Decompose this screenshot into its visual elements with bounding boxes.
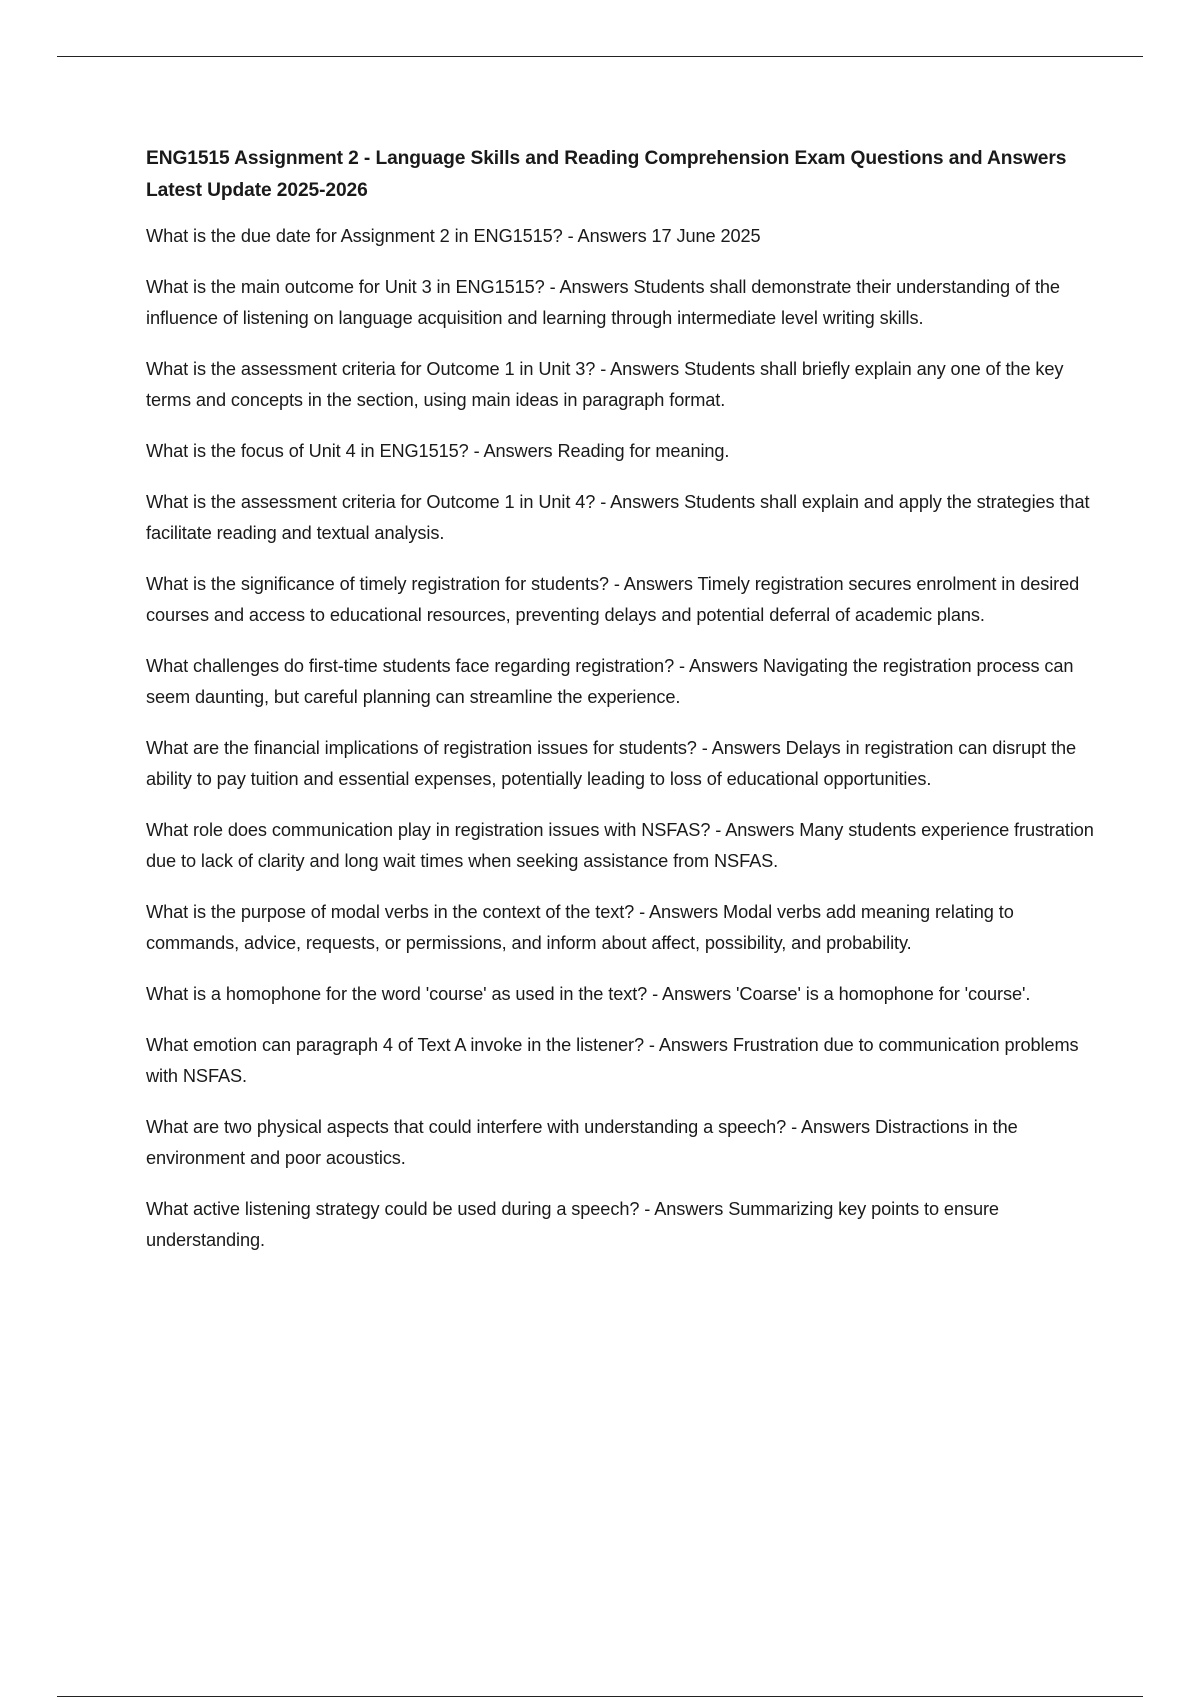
qa-item: What is the assessment criteria for Outcome 1 in Unit 4? - Answers Students shall explain and apply the strategies that facilitate reading and textual analysis. — [146, 492, 1090, 543]
qa-item: What is the due date for Assignment 2 in ENG1515? - Answers 17 June 2025 — [146, 226, 761, 246]
document-body — [146, 143, 1096, 1276]
qa-item: What is the assessment criteria for Outcome 1 in Unit 3? - Answers Students shall briefly explain any one of the key terms and concepts in the section, using main ideas in paragraph format. — [146, 359, 1064, 410]
qa-item: What is a homophone for the word 'course' as used in the text? - Answers 'Coarse' is a homophone for 'course'. — [146, 984, 1031, 1004]
qa-item: What is the purpose of modal verbs in the context of the text? - Answers Modal verbs add meaning relating to commands, advice, requests, or permissions, and inform about affect, possibility, and probability. — [146, 902, 1014, 953]
qa-item: What are the financial implications of registration issues for students? - Answers Delays in registration can disrupt the ability to pay tuition and essential expenses, potentially leading to loss of educational opportunities. — [146, 738, 1077, 789]
qa-item: What are two physical aspects that could interfere with understanding a speech? - Answers Distractions in the environment and poor acoustics. — [146, 1117, 1018, 1168]
qa-item: What role does communication play in registration issues with NSFAS? - Answers Many students experience frustration due to lack of clarity and long wait times when seeking assistance from NSFAS. — [146, 820, 1094, 871]
footer-rule — [57, 1696, 1143, 1697]
qa-item: What is the main outcome for Unit 3 in ENG1515? - Answers Students shall demonstrate their understanding of the influence of listening on language acquisition and learning through intermediate level writing skills. — [146, 277, 1060, 328]
qa-item: What is the significance of timely registration for students? - Answers Timely registration secures enrolment in desired courses and access to educational resources, preventing delays and potential deferral of academic plans. — [146, 574, 1080, 625]
header-rule — [57, 56, 1143, 57]
qa-list — [146, 221, 1096, 1256]
qa-item: What active listening strategy could be used during a speech? - Answers Summarizing key points to ensure understanding. — [146, 1199, 999, 1250]
qa-item: What is the focus of Unit 4 in ENG1515? - Answers Reading for meaning. — [146, 441, 730, 461]
qa-item: What challenges do first-time students face regarding registration? - Answers Navigating the registration process can seem daunting, but careful planning can streamline the experience. — [146, 656, 1074, 707]
document-title: ENG1515 Assignment 2 - Language Skills and Reading Comprehension Exam Questions and Answers Latest Update 2025-2026 — [146, 148, 1067, 201]
qa-item: What emotion can paragraph 4 of Text A invoke in the listener? - Answers Frustration due to communication problems with NSFAS. — [146, 1035, 1079, 1086]
